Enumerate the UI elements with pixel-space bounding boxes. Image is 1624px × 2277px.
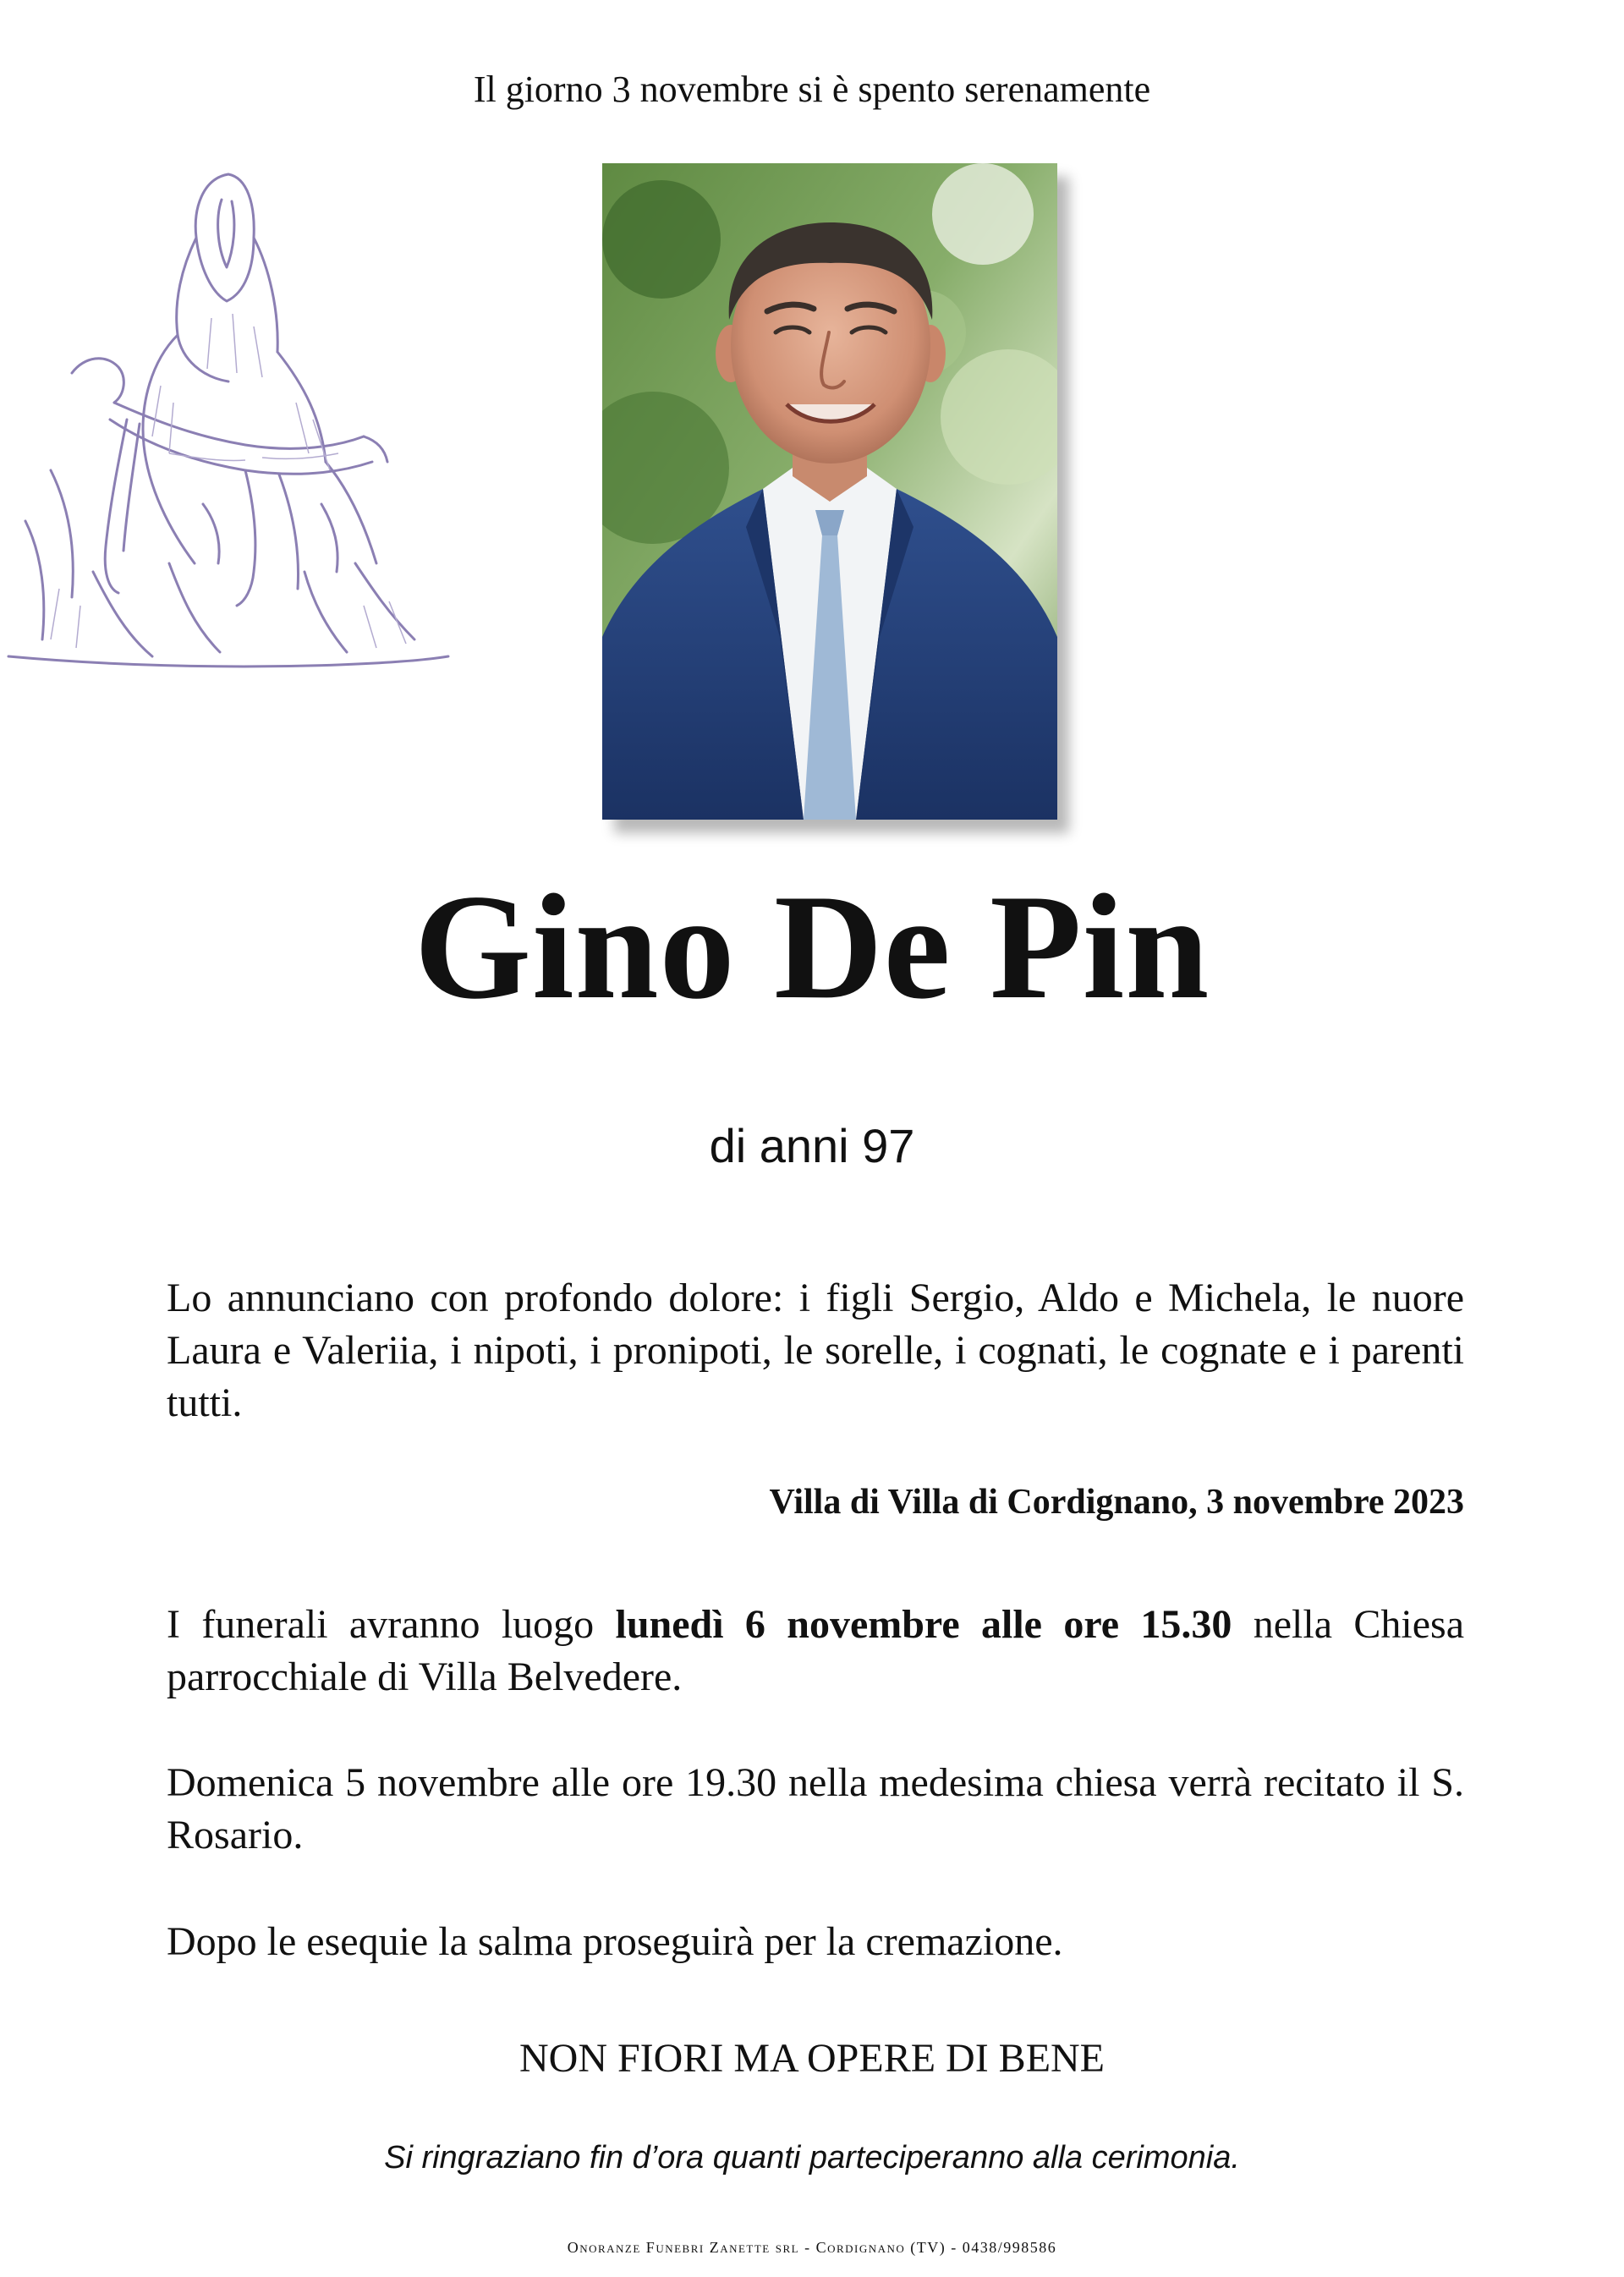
announcement-paragraph: Lo annunciano con profondo dolore: i figli Sergio, Aldo e Michela, le nuore Laura e Valeriia, i nipoti, i pronipoti, le sorelle, i cognati, le cognate e i parenti tutti. [167, 1276, 1464, 1425]
deceased-name: Gino De Pin [414, 863, 1210, 1030]
age-text: di anni 97 [709, 1119, 915, 1172]
pieta-illustration [0, 166, 457, 673]
funeral-text-after: nella Chiesa parrocchiale di Villa Belvedere. [167, 1602, 1465, 1699]
rosary-paragraph: Domenica 5 novembre alle ore 19.30 nella medesima chiesa verrà recitato il S. Rosario. [167, 1760, 1464, 1857]
cremation-paragraph: Dopo le esequie la salma proseguirà per la cremazione. [167, 1919, 1063, 1964]
place-date: Villa di Villa di Cordignano, 3 novembre 2023 [769, 1483, 1464, 1522]
funeral-text-before: I funerali avranno luogo [167, 1602, 616, 1647]
intro-text: Il giorno 3 novembre si è spento serenamente [473, 69, 1151, 110]
funeral-home-footer: Onoranze Funebri Zanette srl - Cordignano (TV) - 0438/998586 [567, 2239, 1057, 2256]
funeral-date-time: lunedì 6 novembre alle ore 15.30 [615, 1602, 1232, 1647]
thanks-text: Si ringraziano fin d’ora quanti parteciperanno alla cerimonia. [384, 2140, 1240, 2175]
flowers-notice: NON FIORI MA OPERE DI BENE [518, 2036, 1105, 2081]
funeral-paragraph [167, 1599, 1464, 1704]
portrait-photo [602, 163, 1057, 820]
